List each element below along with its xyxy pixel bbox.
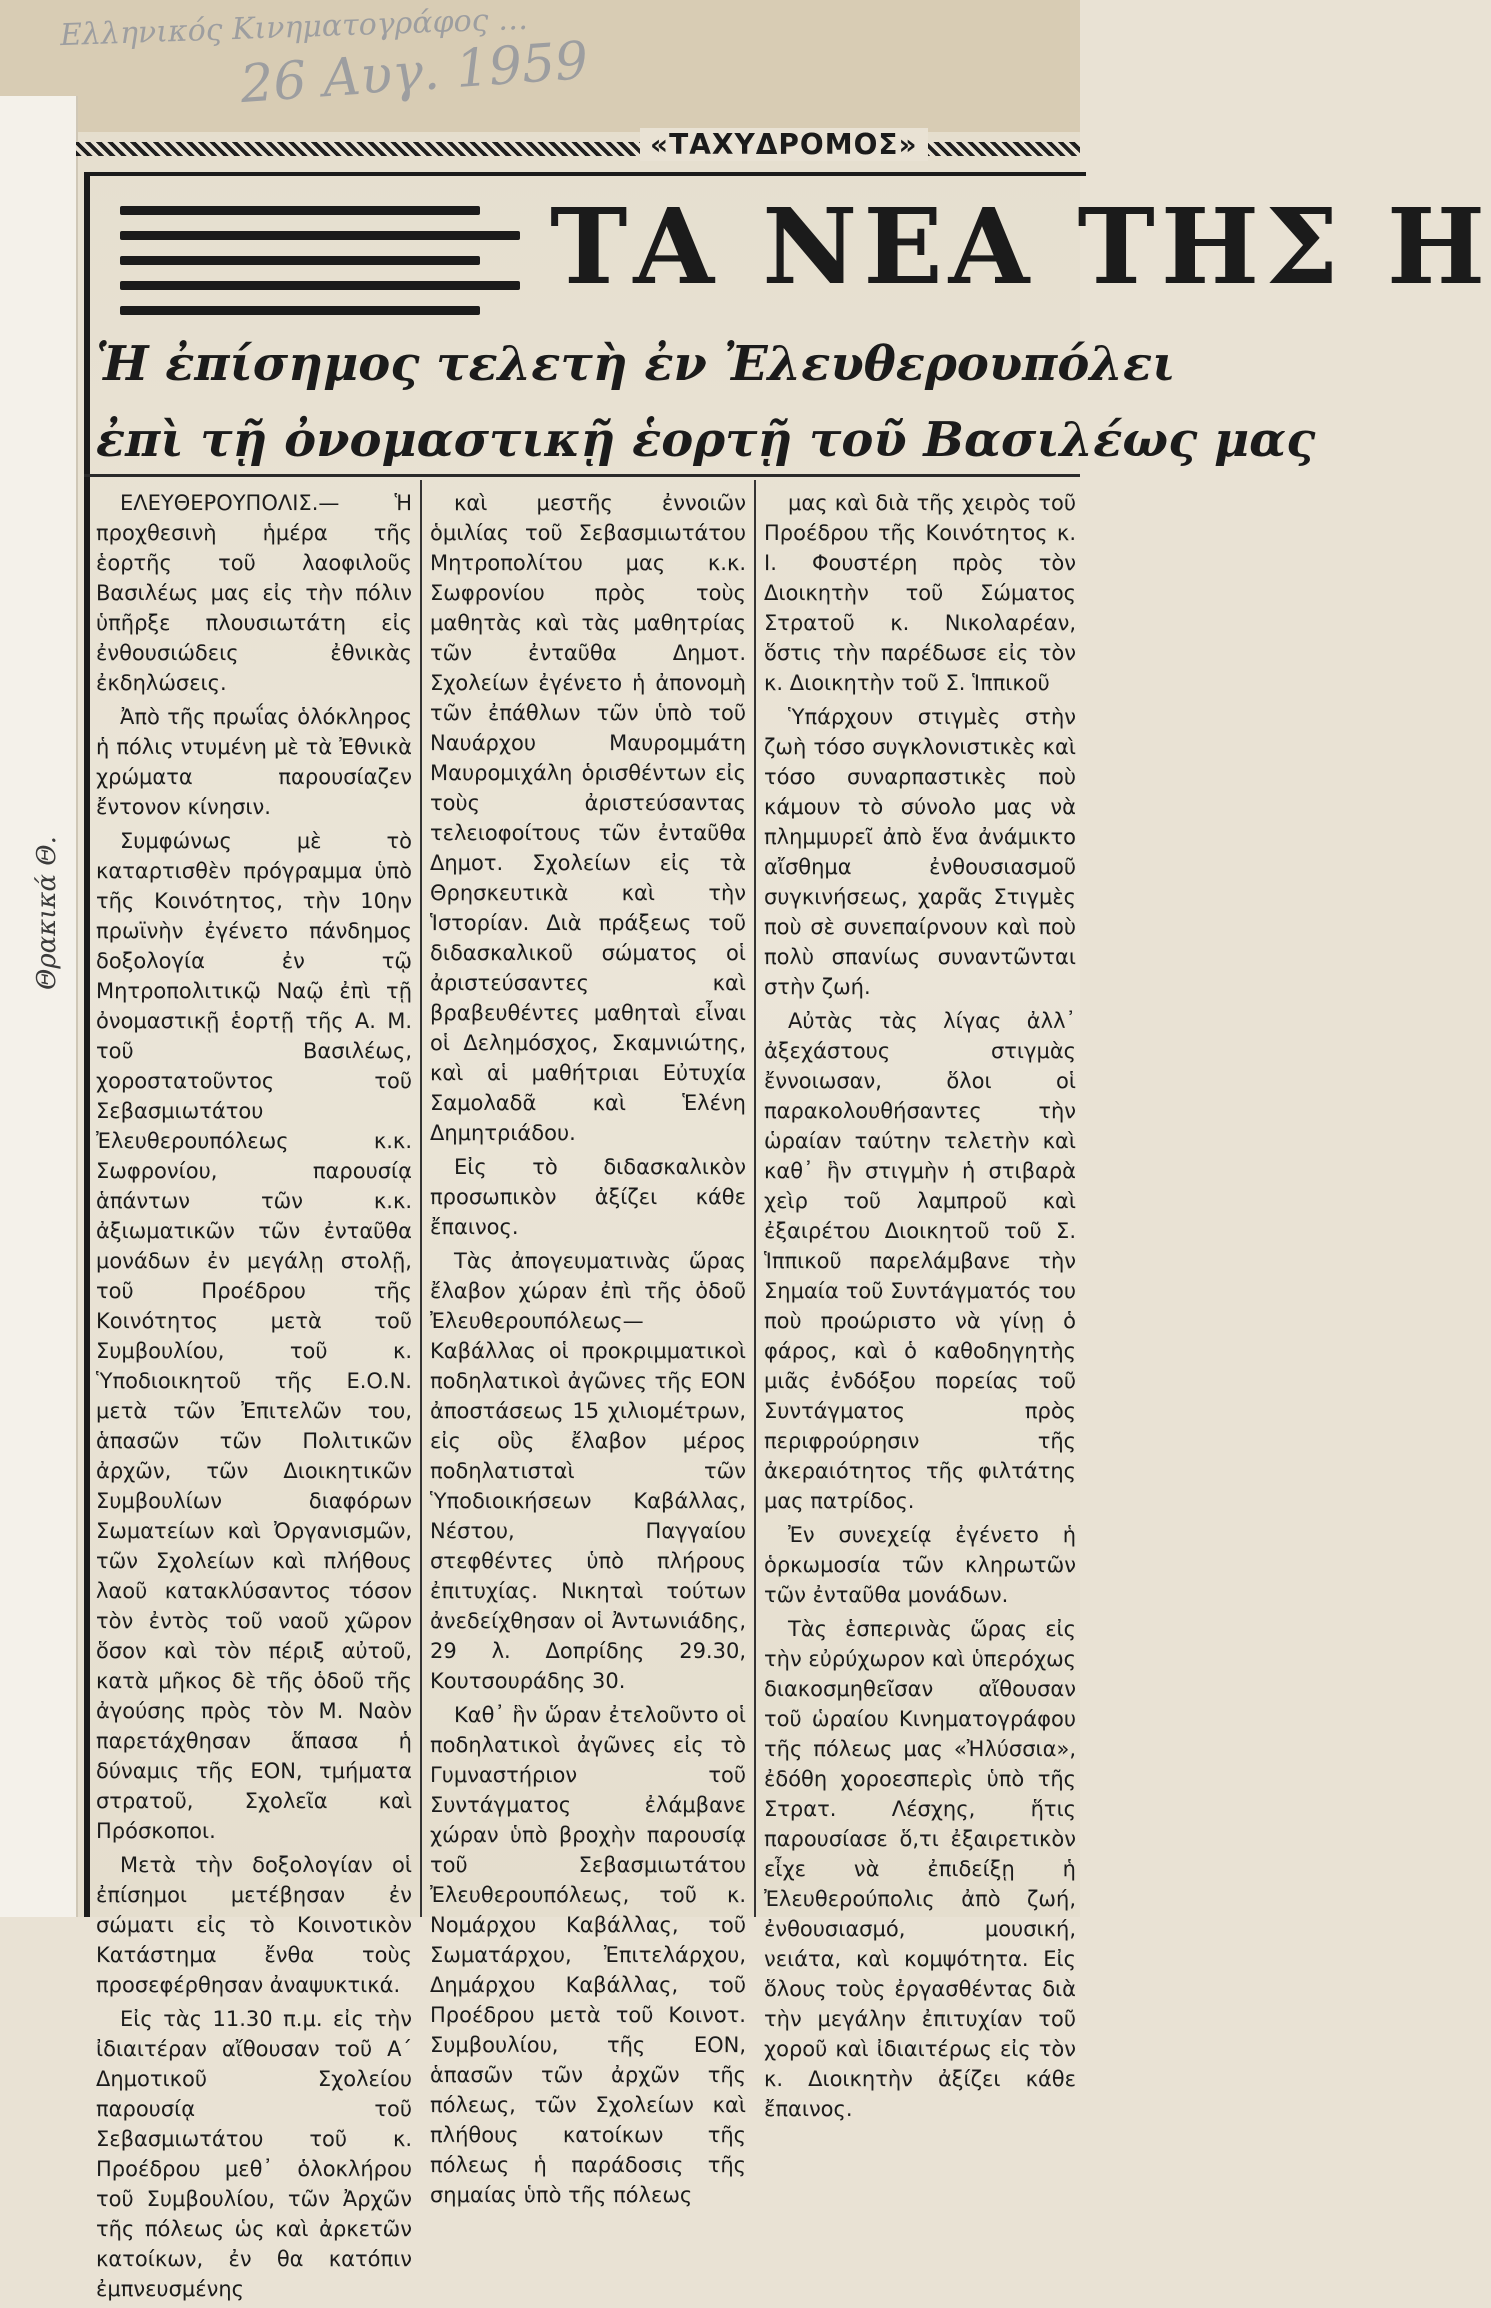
paragraph: Μετὰ τὴν δοξολογίαν οἱ ἐπίσημοι μετέβησαν ἐν σώματι εἰς τὸ Κοινοτικὸν Κατάστημα ἔνθα τοὺς προσεφέρθησαν ἀναψυκτικά. <box>96 1853 412 1997</box>
headline-line-2: ἐπὶ τῇ ὀνομαστικῇ ἑορτῇ τοῦ Βασιλέως μας <box>96 412 1316 468</box>
section-banner <box>84 172 1491 316</box>
paragraph: Ἐν συνεχείᾳ ἐγένετο ἡ ὁρκωμοσία τῶν κληρωτῶν τῶν ἐνταῦθα μονάδων. <box>764 1523 1076 1607</box>
masthead-title: «ΤΑΧΥΔΡΟΜΟΣ» <box>640 128 928 161</box>
article-column-3 <box>764 488 1076 2128</box>
headline-separator <box>84 474 1080 477</box>
paragraph: καὶ μεστῆς ἐννοιῶν ὁμιλίας τοῦ Σεβασμιωτάτου Μητροπολίτου μας κ.κ. Σωφρονίου πρὸς τοὺς μαθητὰς καὶ τὰς μαθητρίας τῶν ἐνταῦθα Δημοτ. Σχολείων ἐγένετο ἡ ἀπονομὴ τῶν ἐπάθλων τῶν ὑπὸ τοῦ Ναυάρχου Μαυρομμάτη Μαυρομιχάλη ὁρισθέντων εἰς τοὺς ἀριστεύσαντας τελειοφοίτους τῶν ἐνταῦθα Δημοτ. Σχολείων εἰς τὰ Θρησκευτικὰ καὶ τὴν Ἱστορίαν. Διὰ πράξεως τοῦ διδασκαλικοῦ σώματος οἱ ἀριστεύσαντες καὶ βραβευθέντες μαθηταὶ εἶναι οἱ Δελημόσχος, Σκαμνιώτης, καὶ αἱ μαθήτριαι Εὐτυχία Σαμολαδᾶ καὶ Ἑλένη Δημητριάδου. <box>430 491 746 1145</box>
paragraph: Τὰς ἑσπερινὰς ὥρας εἰς τὴν εὐρύχωρον καὶ ὑπερόχως διακοσμηθεῖσαν αἴθουσαν τοῦ ὡραίου Κινηματογράφου τῆς πόλεως μας «Ἠλύσσια», ἐδόθη χοροεσπερὶς ὑπὸ τῆς Στρατ. Λέσχης, ἥτις παρουσίασε ὅ,τι ἐξαιρετικὸν εἶχε νὰ ἐπιδείξῃ ἡ Ἐλευθερούπολις ἀπὸ ζωή, ἐνθουσιασμό, μουσική, νειάτα, καὶ κομψότητα. Εἰς ὅλους τοὺς ἐργασθέντας διὰ τὴν μεγάλην ἐπιτυχίαν τοῦ χοροῦ καὶ ἰδιαιτέρως εἰς τὸν κ. Διοικητὴν ἀξίζει κάθε ἔπαινος. <box>764 1617 1077 2121</box>
handwritten-annotation <box>59 1 1040 128</box>
banner-decoration <box>120 206 520 331</box>
paragraph: Ἀπὸ τῆς πρωΐας ὁλόκληρος ἡ πόλις ντυμένη μὲ τὰ Ἐθνικὰ χρώματα παρουσίαζεν ἔντονον κίνησιν. <box>96 705 412 819</box>
margin-note: Θρακικά Θ. <box>32 836 62 990</box>
paragraph: Καθ᾿ ἣν ὥραν ἐτελοῦντο οἱ ποδηλατικοὶ ἀγῶνες εἰς τὸ Γυμναστήριον τοῦ Συντάγματος ἐλάμβανε χώραν ὑπὸ βροχὴν παρουσίᾳ τοῦ Σεβασμιωτάτου Ἐλευθερουπόλεως, τοῦ κ. Νομάρχου Καβάλλας, τοῦ Σωματάρχου, Ἐπιτελάρχου, Δημάρχου Καβάλλας, τοῦ Προέδρου μετὰ τοῦ Κοινοτ. Συμβουλίου, τῆς ΕΟΝ, ἁπασῶν τῶν ἀρχῶν τῆς πόλεως, τῶν Σχολείων καὶ πλήθους κατοίκων τῆς πόλεως ἡ παράδοσις τῆς σημαίας ὑπὸ τῆς πόλεως <box>430 1703 746 2207</box>
article-column-2 <box>430 488 746 2214</box>
paper-left-strip <box>0 96 78 1917</box>
paragraph: Εἰς τὰς 11.30 π.μ. εἰς τὴν ἰδιαιτέραν αἴθουσαν τοῦ Α΄ Δημοτικοῦ Σχολείου παρουσίᾳ τοῦ Σεβασμιωτάτου τοῦ κ. Προέδρου μεθ᾿ ὁλοκλήρου τοῦ Συμβουλίου, τῶν Ἀρχῶν τῆς πόλεως ὡς καὶ ἀρκετῶν κατοίκων, ἐν θα κατόπιν ἐμπνευσμένης <box>96 2007 412 2301</box>
paragraph: μας καὶ διὰ τῆς χειρὸς τοῦ Προέδρου τῆς Κοινότητος κ. Ι. Φουστέρη πρὸς τὸν Διοικητὴν τοῦ Σώματος Στρατοῦ κ. Νικολαρέαν, ὅστις τὴν παρέδωσε εἰς τὸν κ. Διοικητὴν τοῦ Σ. Ἱππικοῦ <box>764 491 1076 695</box>
headline-line-1: Ἡ ἐπίσημος τελετὴ ἐν Ἐλευθερουπόλει <box>96 336 1176 392</box>
paragraph: ΕΛΕΥΘΕΡΟΥΠΟΛΙΣ.— Ἡ προχθεσινὴ ἡμέρα τῆς ἑορτῆς τοῦ λαοφιλοῦς Βασιλέως μας εἰς τὴν πόλιν ὑπῆρξε πλουσιωτάτη εἰς ἐνθουσιώδεις ἐθνικὰς ἐκδηλώσεις. <box>96 491 412 695</box>
paragraph: Ὑπάρχουν στιγμὲς στὴν ζωὴ τόσο συγκλονιστικὲς καὶ τόσο συναρπαστικὲς ποὺ κάμουν τὸ σύνολο μας νὰ πλημμυρεῖ ἀπὸ ἕνα ἀνάμικτο αἴσθημα ἐνθουσιασμοῦ συγκινήσεως, χαρᾶς Στιγμὲς ποὺ σὲ συνεπαίρνουν καὶ ποὺ πολὺ σπανίως συναντῶνται στὴν ζωή. <box>764 705 1076 999</box>
paragraph: Συμφώνως μὲ τὸ καταρτισθὲν πρόγραμμα ὑπὸ τῆς Κοινότητος, τὴν 10ην πρωϊνὴν ἐγένετο πάνδημος δοξολογία ἐν τῷ Μητροπολιτικῷ Ναῷ ἐπὶ τῇ ὀνομαστικῇ ἑορτῇ τῆς Α. Μ. τοῦ Βασιλέως, χοροστατοῦντος τοῦ Σεβασμιωτάτου Ἐλευθερουπόλεως κ.κ. Σωφρονίου, παρουσίᾳ ἁπάντων τῶν κ.κ. ἀξιωματικῶν τῶν ἐνταῦθα μονάδων ἐν μεγάλῃ στολῇ, τοῦ Προέδρου τῆς Κοινότητος μετὰ τοῦ Συμβουλίου, τοῦ κ. Ὑποδιοικητοῦ τῆς Ε.Ο.Ν. μετὰ τῶν Ἐπιτελῶν του, ἁπασῶν τῶν Πολιτικῶν ἀρχῶν, τῶν Διοικητικῶν Συμβουλίων διαφόρων Σωματείων καὶ Ὀργανισμῶν, τῶν Σχολείων καὶ πλήθους λαοῦ κατακλύσαντος τόσον τὸν ἐντὸς τοῦ ναοῦ χῶρον ὅσον καὶ τὸν πέριξ αὐτοῦ, κατὰ μῆκος δὲ τῆς ὁδοῦ τῆς ἀγούσης πρὸς τὸν Μ. Ναὸν παρετάχθησαν ἅπασα ἡ δύναμις τῆς ΕΟΝ, τμήματα στρατοῦ, Σχολεῖα καὶ Πρόσκοποι. <box>96 829 412 1843</box>
column-rule <box>420 480 422 1917</box>
paragraph: Αὐτὰς τὰς λίγας ἀλλ᾿ ἀξεχάστους στιγμὰς ἔννοιωσαν, ὅλοι οἱ παρακολουθήσαντες τὴν ὡραίαν ταύτην τελετὴν καὶ καθ᾿ ἣν στιγμὴν ἡ στιβαρὰ χεὶρ τοῦ λαμπροῦ καὶ ἐξαιρέτου Διοικητοῦ τοῦ Σ. Ἱππικοῦ παρελάμβανε τὴν Σημαία τοῦ Συντάγματός του ποὺ προώριστο νὰ γίνῃ ὁ φάρος, καὶ ὁ καθοδηγητὴς μιᾶς ἐνδόξου πορείας τοῦ Συντάγματος πρὸς περιφρούρησιν τῆς ἀκεραιότητος τῆς φιλτάτης μας πατρίδος. <box>764 1009 1076 1513</box>
frame-left-border <box>84 172 90 1917</box>
masthead-border <box>76 142 1080 156</box>
handwritten-date: 26 Αυγ. 1959 <box>238 30 591 116</box>
column-rule <box>754 480 756 1917</box>
handwritten-scrawl: Ελληνικός Κινηματογράφος … <box>59 1 529 54</box>
paragraph: Τὰς ἀπογευματινὰς ὥρας ἔλαβον χώραν ἐπὶ τῆς ὁδοῦ Ἐλευθερουπόλεως— Καβάλλας οἱ προκριμματικοὶ ποδηλατικοὶ ἀγῶνες τῆς ΕΟΝ ἀποστάσεως 15 χιλιομέτρων, εἰς οὓς ἔλαβον μέρος ποδηλατισταὶ τῶν Ὑποδιοικήσεων Καβάλλας, Νέστου, Παγγαίου στεφθέντες ὑπὸ πλήρους ἐπιτυχίας. Νικηταὶ τούτων ἀνεδείχθησαν οἱ Ἀντωνιάδης, 29 λ. Δοπρίδης 29.30, Κουτσουράδης 30. <box>430 1249 746 1693</box>
article-column-1 <box>96 488 412 2308</box>
banner-title: ΤΑ ΝΕΑ ΤΗΣ Η <box>550 185 1491 308</box>
paragraph: Εἰς τὸ διδασκαλικὸν προσωπικὸν ἀξίζει κάθε ἔπαινος. <box>430 1155 746 1239</box>
